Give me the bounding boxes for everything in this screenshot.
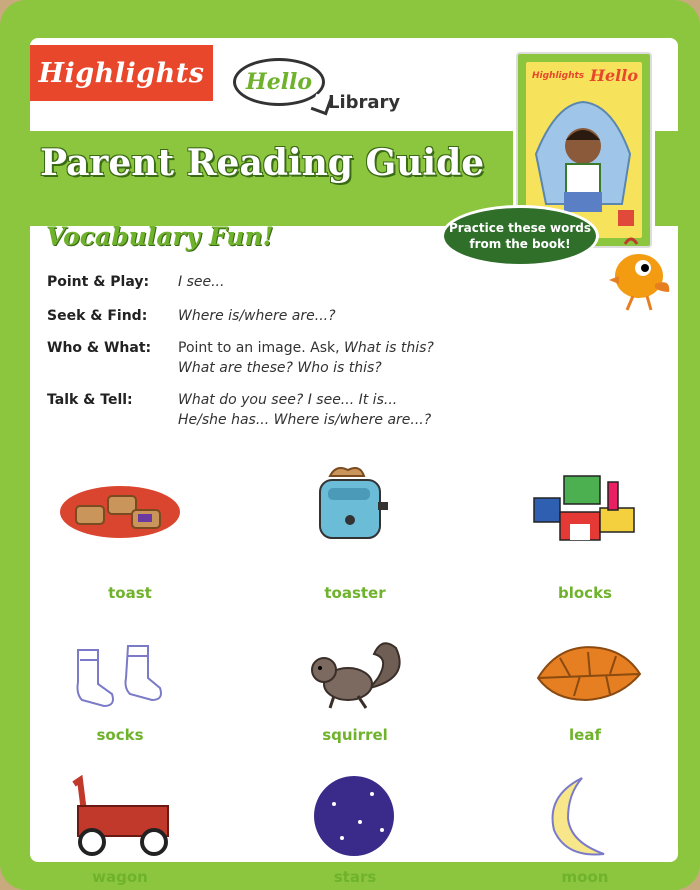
prompt-question: What is this? (344, 340, 434, 356)
toaster-icon (314, 458, 394, 546)
word-stars: stars (333, 868, 377, 886)
toast-icon (58, 476, 182, 540)
book-cover-brand: Highlights (532, 70, 585, 81)
prompt-label: Who & What: (47, 340, 152, 356)
bird-mascot-icon (605, 234, 675, 314)
prompt-row (47, 390, 527, 430)
prompt-text (178, 338, 434, 378)
prompt-question-2: What are these? Who is this? (178, 360, 382, 376)
prompt-text: I see... (178, 274, 225, 290)
word-toaster: toaster (324, 584, 386, 602)
prompt-row (47, 338, 527, 378)
wagon-icon (66, 776, 176, 858)
highlights-logo: Highlights (30, 45, 213, 101)
word-blocks: blocks (558, 584, 612, 602)
page-title: Parent Reading Guide (40, 142, 485, 184)
word-wagon: wagon (92, 868, 148, 886)
moon-icon (542, 774, 622, 860)
library-label: Library (328, 92, 401, 113)
prompt-label: Seek & Find: (47, 308, 148, 324)
prompt-label: Point & Play: (47, 274, 150, 290)
stars-icon (312, 774, 396, 858)
socks-icon (68, 642, 168, 710)
book-cover-hello: Hello (589, 66, 638, 85)
prompt-question-2: He/she has... Where is/where are...? (178, 412, 432, 428)
hello-logo: Hello (233, 58, 325, 106)
squirrel-icon (300, 638, 410, 712)
practice-line-1: Practice these words (448, 221, 592, 235)
word-leaf: leaf (569, 726, 601, 744)
practice-bubble (444, 208, 596, 264)
word-moon: moon (561, 868, 609, 886)
blocks-icon (530, 468, 640, 548)
section-title: Vocabulary Fun! (46, 222, 274, 251)
prompt-text (178, 390, 431, 430)
word-toast: toast (108, 584, 152, 602)
word-squirrel: squirrel (322, 726, 388, 744)
leaf-icon (530, 638, 646, 708)
prompt-row (47, 306, 527, 326)
prompt-label: Talk & Tell: (47, 392, 133, 408)
prompt-text: Where is/where are...? (178, 308, 336, 324)
content-panel (30, 38, 678, 886)
book-cover-title (532, 66, 638, 85)
prompt-list (47, 272, 527, 442)
practice-line-2: from the book! (469, 237, 571, 251)
prompt-question: What do you see? I see... It is... (178, 392, 398, 408)
prompt-row (47, 272, 527, 292)
word-socks: socks (96, 726, 144, 744)
prompt-plain-text: Point to an image. Ask, (178, 340, 340, 356)
